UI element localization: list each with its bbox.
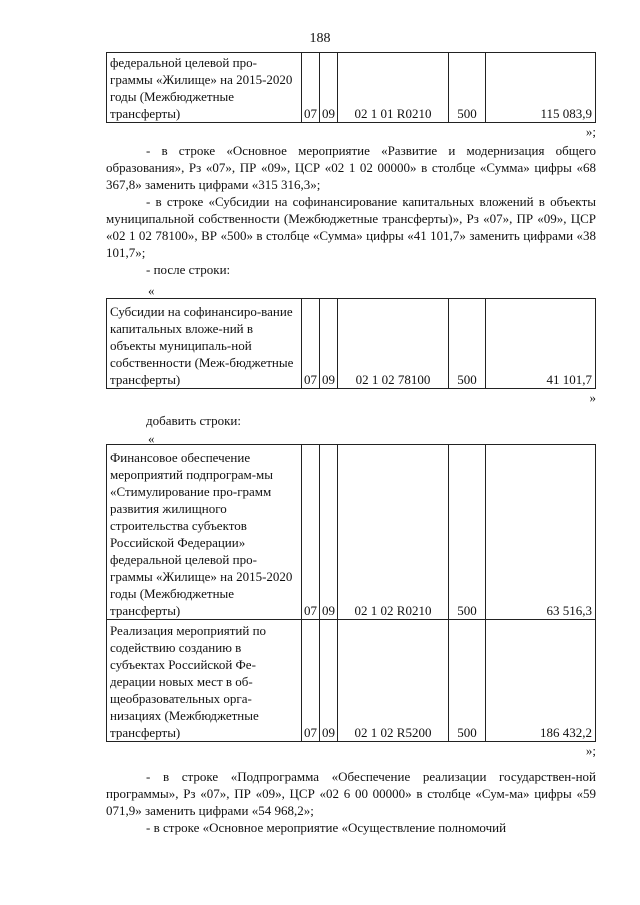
row-csr: 02 1 01 R0210 — [338, 53, 449, 123]
opening-quote: « — [148, 431, 155, 446]
row-sum: 186 432,2 — [486, 620, 596, 742]
paragraph: - в строке «Основное мероприятие «Осуществление полномочий — [146, 820, 507, 835]
table-row — [107, 53, 596, 123]
paragraph: - в строке «Субсидии на софинансирование капитальных вложений в объекты муниципальной собственности (Межбюджетные трансферты)», Рз «07», ПР «09», ЦСР «02 1 02 78100», ВР «500» в столбце «Сумма» цифры «41 101,7» заменить цифрами «38 101,7»; — [106, 194, 596, 260]
row-vr: 500 — [449, 620, 486, 742]
row-name: Финансовое обеспечение мероприятий подпрограм-мы «Стимулирование про-грамм развития жилищного строительства субъектов Российской Федерации» федеральной целевой про-граммы «Жилище» на 2015-2020 годы (Межбюджетные трансферты) — [107, 445, 302, 620]
row-csr: 02 1 02 R0210 — [338, 445, 449, 620]
row-rz: 07 — [302, 445, 320, 620]
row-pr: 09 — [320, 445, 338, 620]
text-block-1 — [106, 142, 596, 278]
row-vr: 500 — [449, 53, 486, 123]
row-rz: 07 — [302, 53, 320, 123]
text-block-2 — [106, 768, 596, 836]
after-row-label: - после строки: — [146, 262, 231, 277]
table-1-block — [106, 52, 596, 140]
opening-quote: « — [148, 283, 155, 298]
page-number: 188 — [309, 31, 331, 46]
budget-table-2 — [106, 298, 596, 389]
row-csr: 02 1 02 R5200 — [338, 620, 449, 742]
paragraph: - в строке «Подпрограмма «Обеспечение реализации государствен-ной программы», Рз «07», ПР «09», ЦСР «02 6 00 00000» в столбце «Сум-ма» цифры «59 071,9» заменить цифрами «54 968,2»; — [106, 769, 596, 818]
paragraph: - в строке «Основное мероприятие «Развитие и модернизация общего образования», Рз «07», ПР «09», ЦСР «02 1 02 00000» в столбце «Сумма» цифры «68 367,8» заменить цифрами «315 316,3»; — [106, 143, 596, 192]
budget-table-1 — [106, 52, 596, 123]
row-vr: 500 — [449, 299, 486, 389]
row-vr: 500 — [449, 445, 486, 620]
row-name: Реализация мероприятий по содействию созданию в субъектах Российской Фе-дерации новых мест в об-щеобразовательных орга-низациях (Межбюджетные трансферты) — [107, 620, 302, 742]
table-2-block — [106, 298, 596, 406]
add-rows-label: добавить строки: — [146, 413, 241, 428]
budget-table-3 — [106, 444, 596, 742]
row-csr: 02 1 02 78100 — [338, 299, 449, 389]
table-row — [107, 445, 596, 620]
table-row — [107, 299, 596, 389]
row-sum: 41 101,7 — [486, 299, 596, 389]
closing-quote: »; — [585, 743, 596, 758]
row-sum: 115 083,9 — [486, 53, 596, 123]
row-rz: 07 — [302, 299, 320, 389]
row-sum: 63 516,3 — [486, 445, 596, 620]
row-name: федеральной целевой про-граммы «Жилище» на 2015-2020 годы (Межбюджетные трансферты) — [107, 53, 302, 123]
row-pr: 09 — [320, 620, 338, 742]
row-pr: 09 — [320, 53, 338, 123]
row-rz: 07 — [302, 620, 320, 742]
table-row — [107, 620, 596, 742]
row-name: Субсидии на софинансиро-вание капитальных вложе-ний в объекты муниципаль-ной собственности (Меж-бюджетные трансферты) — [107, 299, 302, 389]
closing-quote: » — [589, 390, 596, 405]
closing-quote: »; — [585, 124, 596, 139]
table-3-block — [106, 444, 596, 759]
row-pr: 09 — [320, 299, 338, 389]
